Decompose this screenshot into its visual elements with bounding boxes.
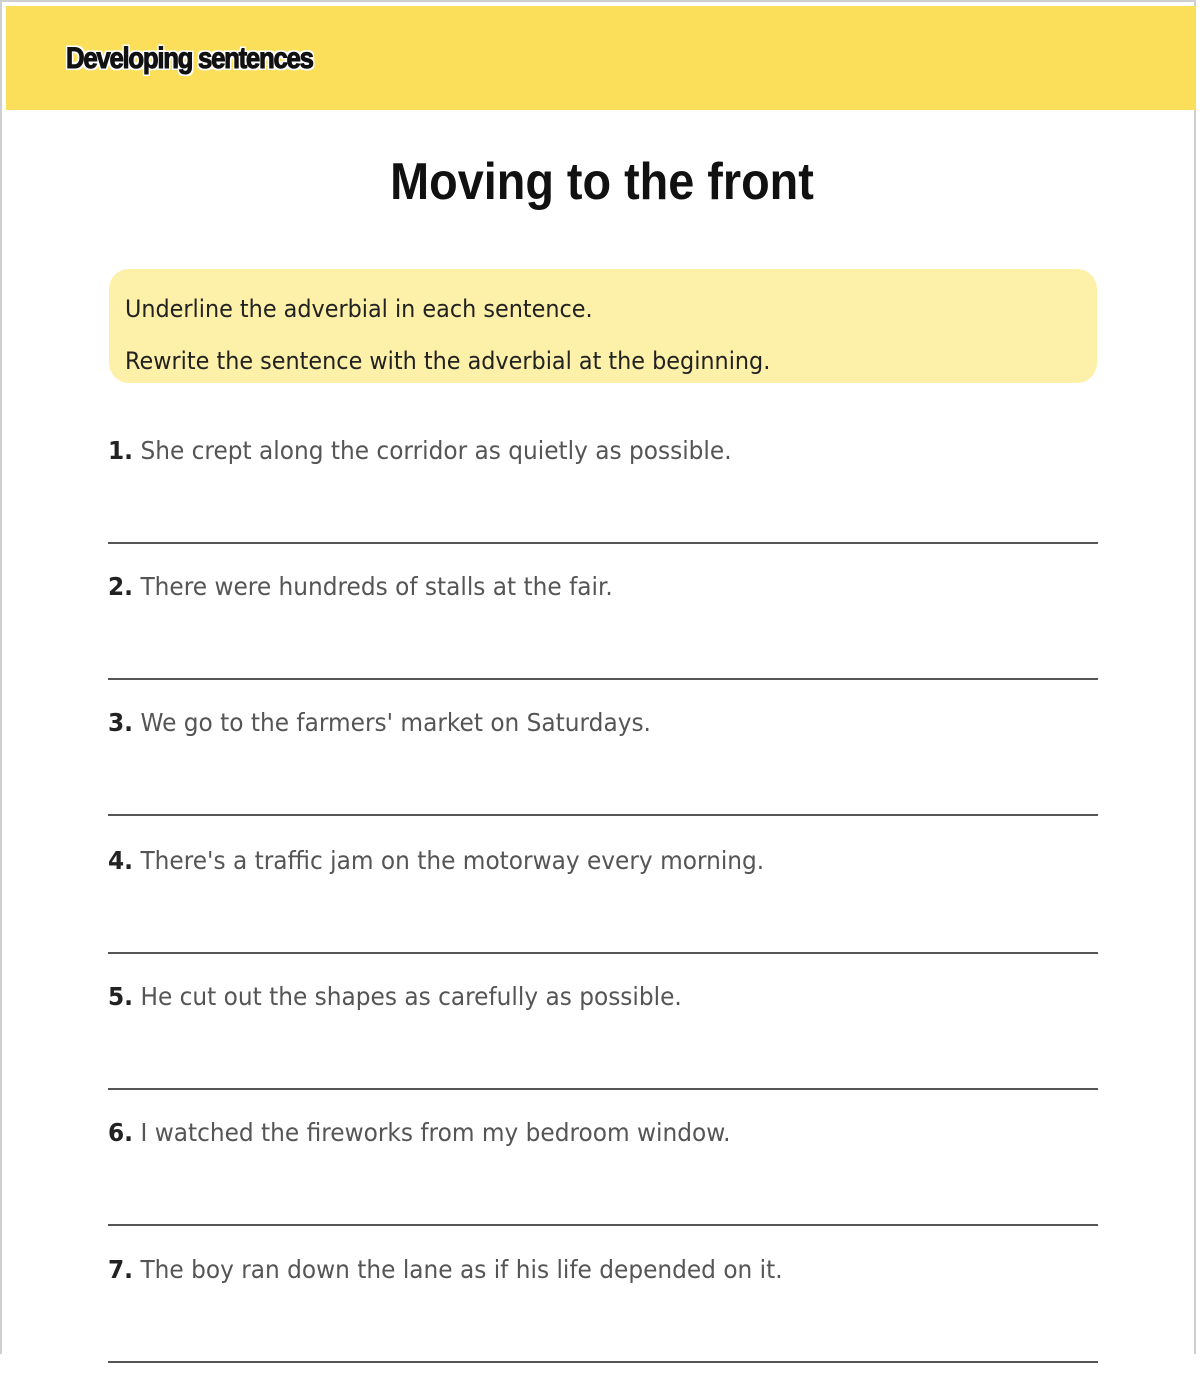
question-sentence: I watched the fireworks from my bedroom window. <box>140 1118 731 1147</box>
question-sentence: There were hundreds of stalls at the fair. <box>140 572 613 601</box>
question-5 <box>108 982 1098 1102</box>
question-prompt <box>108 846 764 875</box>
question-prompt <box>108 708 651 737</box>
question-sentence: The boy ran down the lane as if his life depended on it. <box>140 1255 783 1284</box>
question-sentence: He cut out the shapes as carefully as possible. <box>140 982 682 1011</box>
answer-line[interactable] <box>108 652 1098 680</box>
instructions-box <box>109 269 1097 383</box>
answer-line[interactable] <box>108 788 1098 816</box>
question-number: 3. <box>108 708 134 737</box>
answer-line[interactable] <box>108 1198 1098 1226</box>
question-prompt <box>108 1255 783 1284</box>
instruction-line: Rewrite the sentence with the adverbial at the beginning. <box>125 347 771 375</box>
question-2 <box>108 572 1098 692</box>
page-title: Moving to the front <box>390 153 814 211</box>
answer-line[interactable] <box>108 516 1098 544</box>
question-number: 7. <box>108 1255 134 1284</box>
question-number: 5. <box>108 982 134 1011</box>
question-6 <box>108 1118 1098 1238</box>
question-4 <box>108 846 1098 966</box>
question-number: 1. <box>108 436 134 465</box>
question-prompt <box>108 436 732 465</box>
question-number: 6. <box>108 1118 134 1147</box>
question-prompt <box>108 572 613 601</box>
question-number: 4. <box>108 846 134 875</box>
question-prompt <box>108 1118 730 1147</box>
answer-line[interactable] <box>108 926 1098 954</box>
question-number: 2. <box>108 572 134 601</box>
question-1 <box>108 436 1098 556</box>
question-prompt <box>108 982 682 1011</box>
instruction-line: Underline the adverbial in each sentence. <box>125 295 593 323</box>
answer-line[interactable] <box>108 1335 1098 1363</box>
question-sentence: There's a traffic jam on the motorway every morning. <box>140 846 765 875</box>
category-label: Developing sentences <box>66 42 313 75</box>
question-sentence: She crept along the corridor as quietly as possible. <box>140 436 732 465</box>
question-3 <box>108 708 1098 828</box>
answer-line[interactable] <box>108 1062 1098 1090</box>
question-7 <box>108 1255 1098 1375</box>
question-sentence: We go to the farmers' market on Saturdays. <box>140 708 651 737</box>
header-banner <box>6 6 1196 110</box>
